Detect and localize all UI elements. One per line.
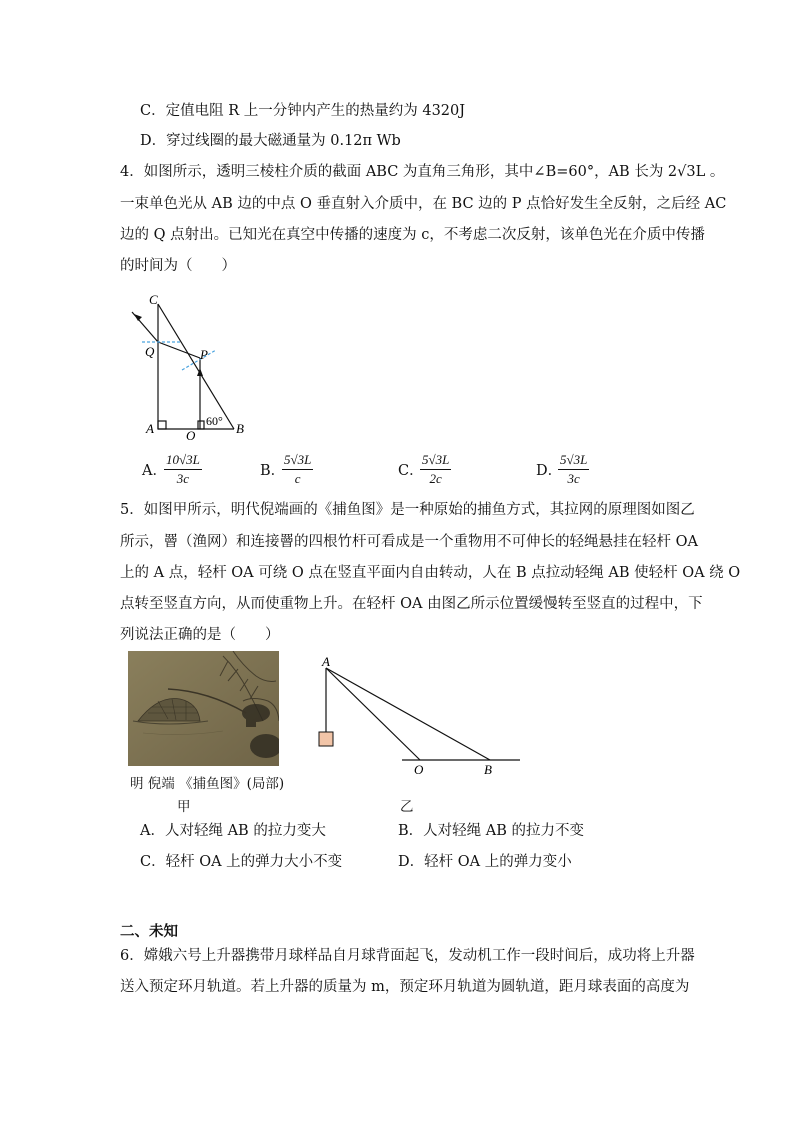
q4-line-1: 4．如图所示，透明三棱柱介质的截面 ABC 为直角三角形，其中∠B=60°，AB 长为 2√3L 。 [120,164,725,180]
right-angle-mark [158,421,166,429]
rope-ab [326,668,490,760]
label-c: C [149,292,158,307]
fraction-denominator: c [294,471,301,486]
q4-option-b-fraction [282,452,313,487]
q5-option-a: A．人对轻绳 AB 的拉力变大 [140,823,326,839]
lever-diagram [310,652,530,782]
label-a: A [146,421,154,436]
q4-option-d-letter: D． [536,463,563,479]
q4-line-4: 的时间为（ ） [120,258,236,274]
q6-line-1: 6．嫦娥六号上升器携带月球样品自月球背面起飞，发动机工作一段时间后，成功将上升器 [120,948,695,964]
fraction-numerator: 10√3L [164,452,202,470]
arrow-out [134,314,142,321]
fraction-numerator: 5√3L [282,452,313,470]
q4-option-c-letter: C． [398,463,424,479]
q5-line-3: 上的 A 点，轻杆 OA 可绕 O 点在竖直平面内自由转动，人在 B 点拉动轻绳 AB 使轻杆 OA 绕 O [120,565,741,581]
q3-option-c: C．定值电阻 R 上一分钟内产生的热量约为 4320J [140,103,466,119]
label-q: Q [145,344,155,359]
q4-option-b-letter: B． [260,463,286,479]
section-title: 二、未知 [120,923,178,940]
label-angle: 60° [206,414,223,428]
painting-caption: 明 倪端 《捕鱼图》(局部) [130,776,285,792]
q4-option-a-letter: A． [142,463,167,479]
prism-diagram [120,288,260,448]
q4-option-a-fraction [164,452,202,487]
q3-option-d: D．穿过线圈的最大磁通量为 0.12π Wb [140,133,401,149]
q5-line-5: 列说法正确的是（ ） [120,627,280,643]
fishing-painting [128,651,279,766]
q4-option-c-fraction [420,452,451,487]
rod-oa [326,668,420,760]
fraction-numerator: 5√3L [420,452,451,470]
fraction-denominator: 3c [567,471,580,486]
label-b: B [484,762,492,777]
weight-block [319,732,333,746]
q5-line-4: 点转至竖直方向，从而使重物上升。在轻杆 OA 由图乙所示位置缓慢转至竖直的过程中，下 [120,596,703,612]
q5-line-2: 所示，罾（渔网）和连接罾的四根竹杆可看成是一个重物用不可伸长的轻绳悬挂在轻杆 OA [120,534,698,550]
figure-jia-label: 甲 [177,799,191,815]
q5-option-d: D．轻杆 OA 上的弹力变小 [398,854,572,870]
q5-option-c: C．轻杆 OA 上的弹力大小不变 [140,854,343,870]
right-angle-mark-o [198,421,204,429]
label-o: O [186,428,196,443]
q4-line-2: 一束单色光从 AB 边的中点 O 垂直射入介质中，在 BC 边的 P 点恰好发生全反射，之后经 AC [120,196,727,212]
label-p: P [200,347,208,362]
label-a: A [322,654,330,669]
label-o: O [414,762,424,777]
light-ray-reflected [158,342,200,358]
side-bc [158,304,234,429]
q5-option-b: B．人对轻绳 AB 的拉力不变 [398,823,584,839]
q4-option-d-fraction [558,452,589,487]
q5-line-1: 5．如图甲所示，明代倪端画的《捕鱼图》是一种原始的捕鱼方式，其拉网的原理图如图乙 [120,502,695,518]
figure-yi-label: 乙 [400,799,414,815]
fraction-denominator: 2c [429,471,442,486]
fraction-denominator: 3c [176,471,190,486]
q4-line-3: 边的 Q 点射出。已知光在真空中传播的速度为 c，不考虑二次反射，该单色光在介质中传播 [120,227,705,243]
label-b: B [236,421,244,436]
q6-line-2: 送入预定环月轨道。若上升器的质量为 m，预定环月轨道为圆轨道，距月球表面的高度为 [120,979,690,995]
fraction-numerator: 5√3L [558,452,589,470]
